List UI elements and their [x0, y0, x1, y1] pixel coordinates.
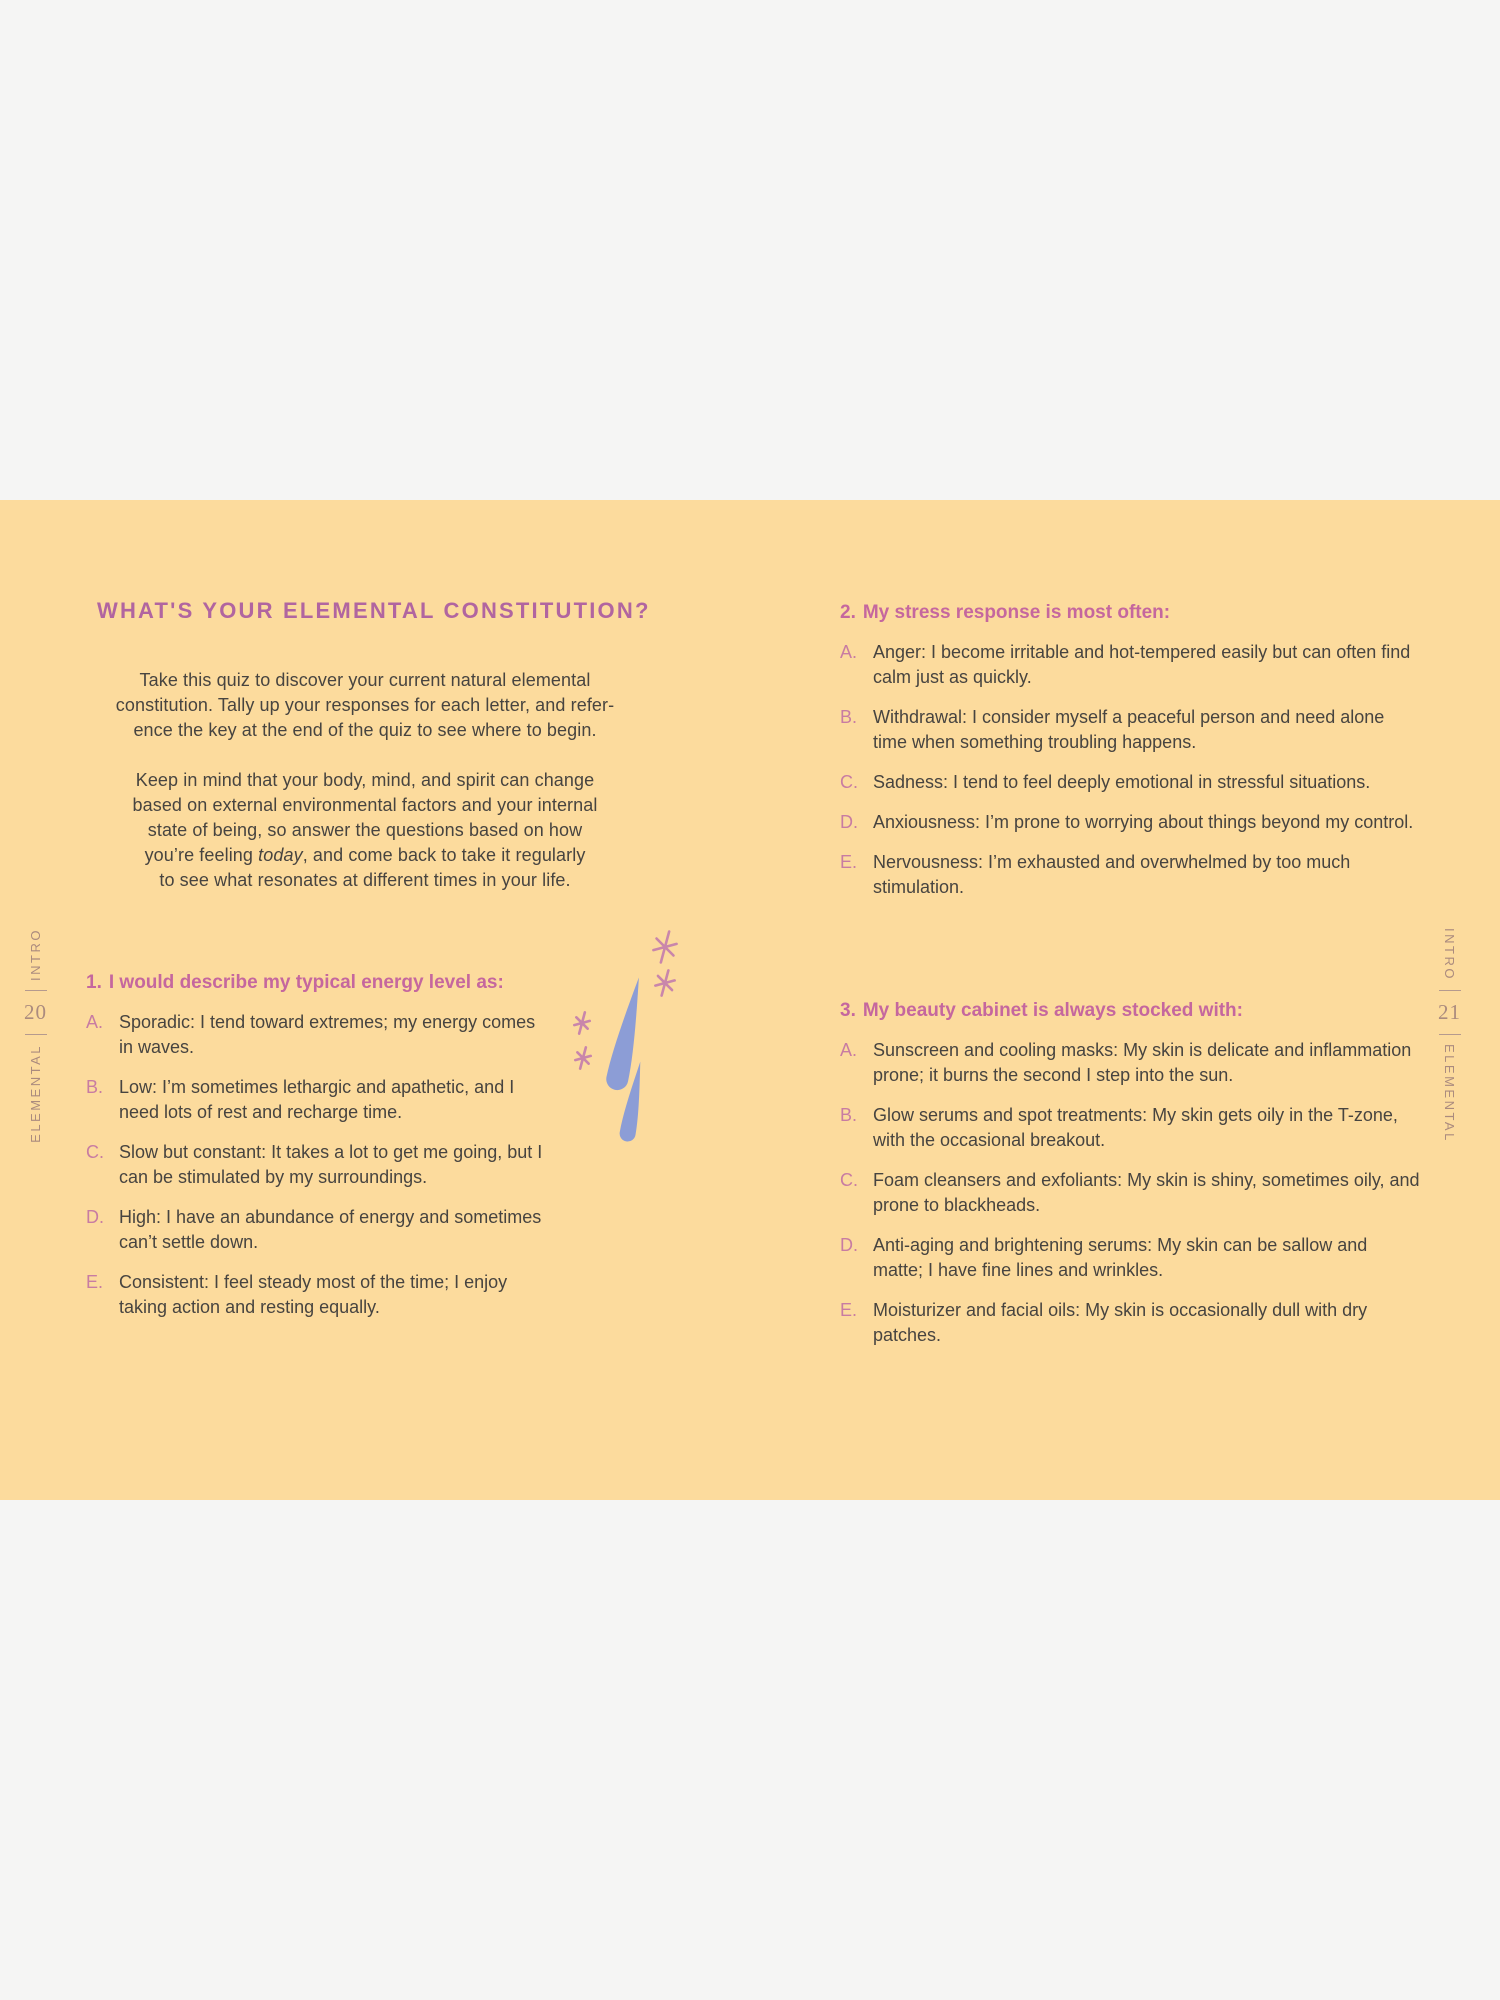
intro-paragraph-1 — [70, 668, 660, 743]
option-letter: C. — [840, 1170, 858, 1190]
intro-line — [70, 843, 660, 868]
question-option — [86, 1010, 566, 1060]
question-3 — [840, 998, 1450, 1348]
option-text: Sadness: I tend to feel deeply emotional in stressful situations. — [873, 772, 1371, 792]
question-option — [840, 1038, 1450, 1088]
sidebar-divider — [1439, 990, 1461, 991]
option-text: Anger: I become irritable and hot-tempered easily but can often find calm just as quickly. — [873, 642, 1411, 687]
option-letter: A. — [840, 642, 858, 662]
question-1-heading — [86, 970, 566, 995]
question-2-heading — [840, 600, 1450, 625]
option-letter: C. — [86, 1142, 104, 1162]
quiz-title: WHAT'S YOUR ELEMENTAL CONSTITUTION? — [97, 598, 651, 623]
section-label-intro: INTRO — [28, 928, 43, 981]
question-option — [840, 640, 1450, 690]
intro-line: Take this quiz to discover your current natural elemental — [139, 670, 591, 690]
option-letter: E. — [840, 1300, 858, 1320]
intro-line: constitution. Tally up your responses for each letter, and refer- — [115, 695, 615, 715]
raindrop-icon — [604, 975, 649, 1092]
question-option — [840, 1298, 1450, 1348]
option-letter: A. — [86, 1012, 104, 1032]
intro-line: based on external environmental factors and your internal — [132, 795, 598, 815]
intro-line-italic-word: today — [258, 845, 303, 865]
option-text: Anxiousness: I’m prone to worrying about things beyond my control. — [873, 812, 1414, 832]
option-letter: A. — [840, 1040, 858, 1060]
option-letter: B. — [840, 707, 858, 727]
option-text: High: I have an abundance of energy and sometimes can’t settle down. — [119, 1207, 542, 1252]
question-option — [86, 1075, 566, 1125]
question-text: My beauty cabinet is always stocked with: — [862, 1000, 1243, 1021]
question-number: 2. — [840, 602, 856, 623]
question-2 — [840, 600, 1450, 900]
option-text: Low: I’m sometimes lethargic and apathetic, and I need lots of rest and recharge time. — [119, 1077, 515, 1122]
question-1 — [86, 970, 566, 1320]
option-letter: B. — [86, 1077, 104, 1097]
sidebar-divider — [25, 1034, 47, 1035]
option-text: Withdrawal: I consider myself a peaceful person and need alone time when something troubling happens. — [873, 707, 1385, 752]
question-option — [840, 1168, 1450, 1218]
question-option — [840, 1233, 1450, 1283]
question-option — [840, 770, 1450, 795]
question-option — [86, 1270, 566, 1320]
option-letter: E. — [86, 1272, 104, 1292]
option-text: Foam cleansers and exfoliants: My skin is shiny, sometimes oily, and prone to blackheads. — [873, 1170, 1420, 1215]
question-option — [840, 850, 1450, 900]
option-text: Sunscreen and cooling masks: My skin is delicate and inflammation prone; it burns the second I step into the sun. — [873, 1040, 1412, 1085]
question-option — [840, 810, 1450, 835]
question-text: I would describe my typical energy level as: — [108, 972, 504, 993]
option-letter: D. — [840, 812, 858, 832]
section-label-elemental: ELEMENTAL — [1442, 1043, 1457, 1143]
question-text: My stress response is most often: — [862, 602, 1171, 623]
page-number-left: 20 — [24, 999, 47, 1024]
option-letter: E. — [840, 852, 858, 872]
section-label-intro: INTRO — [1442, 928, 1457, 981]
intro-line: Keep in mind that your body, mind, and spirit can change — [135, 770, 595, 790]
option-text: Sporadic: I tend toward extremes; my energy comes in waves. — [119, 1012, 536, 1057]
option-text: Slow but constant: It takes a lot to get me going, but I can be stimulated by my surroundings. — [119, 1142, 543, 1187]
sparkle-icon — [655, 970, 674, 995]
option-letter: C. — [840, 772, 858, 792]
sidebar-divider — [25, 990, 47, 991]
question-option — [840, 705, 1450, 755]
option-text: Nervousness: I’m exhausted and overwhelmed by too much stimulation. — [873, 852, 1351, 897]
intro-line-segment: , and come back to take it regularly — [302, 845, 586, 865]
option-letter: D. — [840, 1235, 858, 1255]
section-label-elemental: ELEMENTAL — [28, 1043, 43, 1143]
option-letter: D. — [86, 1207, 104, 1227]
question-option — [86, 1140, 566, 1190]
sparkle-icon — [575, 1047, 590, 1068]
question-number: 1. — [86, 972, 102, 993]
option-letter: B. — [840, 1105, 858, 1125]
left-page-sidebar — [24, 928, 47, 1143]
option-text: Moisturizer and facial oils: My skin is occasionally dull with dry patches. — [873, 1300, 1368, 1345]
page-number-right: 21 — [1438, 999, 1461, 1024]
option-text: Anti-aging and brightening serums: My skin can be sallow and matte; I have fine lines and wrinkles. — [873, 1235, 1368, 1280]
quiz-intro — [70, 668, 660, 893]
intro-line: state of being, so answer the questions based on how — [147, 820, 583, 840]
question-3-heading — [840, 998, 1450, 1023]
question-number: 3. — [840, 1000, 856, 1021]
option-text: Consistent: I feel steady most of the time; I enjoy taking action and resting equally. — [119, 1272, 508, 1317]
intro-line: ence the key at the end of the quiz to see where to begin. — [133, 720, 597, 740]
sparkle-icon — [574, 1012, 589, 1033]
question-option — [86, 1205, 566, 1255]
option-text: Glow serums and spot treatments: My skin gets oily in the T-zone, with the occasional breakout. — [873, 1105, 1398, 1150]
intro-paragraph-2 — [70, 768, 660, 893]
question-option — [840, 1103, 1450, 1153]
intro-line-segment: you’re feeling — [144, 845, 259, 865]
intro-line: to see what resonates at different times in your life. — [159, 870, 571, 890]
sparkle-icon — [653, 932, 676, 963]
raindrops-sparkles-illustration — [553, 898, 693, 1168]
